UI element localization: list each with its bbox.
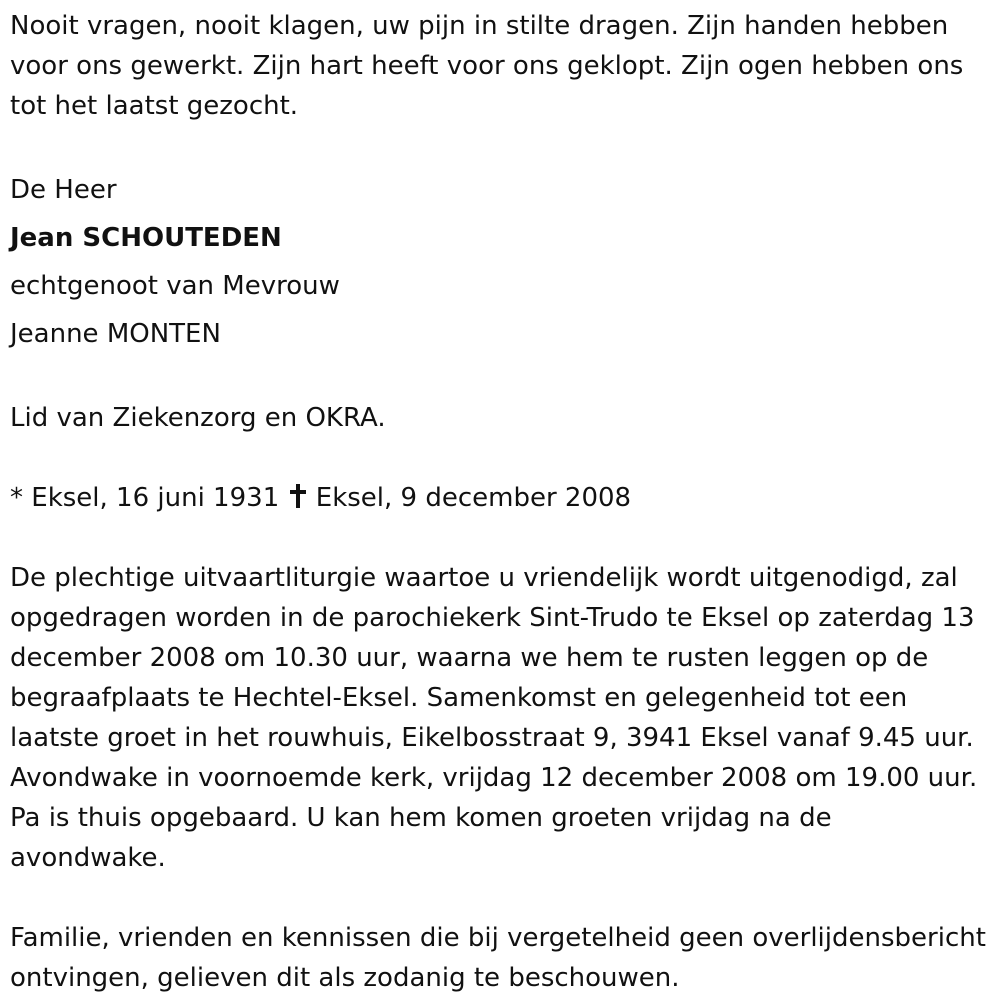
spacer bbox=[10, 358, 995, 398]
membership: Lid van Ziekenzorg en OKRA. bbox=[10, 403, 386, 433]
spacer bbox=[10, 518, 995, 558]
cross-icon bbox=[290, 484, 306, 508]
intro-paragraph: Nooit vragen, nooit klagen, uw pijn in stilte dragen. Zijn handen hebben voor ons gewerkt. Zijn hart heeft voor ons geklopt. Zijn ogen hebben ons tot het laatst gezocht. bbox=[10, 11, 964, 121]
spouse-name: Jeanne MONTEN bbox=[10, 319, 221, 349]
birth-info: * Eksel, 16 juni 1931 bbox=[10, 483, 280, 513]
birth-death-line bbox=[10, 478, 995, 518]
spacer bbox=[10, 438, 995, 478]
ceremony-paragraph: De plechtige uitvaartliturgie waartoe u vriendelijk wordt uitgenodigd, zal opgedragen worden in de parochiekerk Sint-Trudo te Eksel op zaterdag 13 december 2008 om 10.30 uur, waarna we hem te rusten leggen op de begraafplaats te Hechtel-Eksel. Samenkomst en gelegenheid tot een laatste groet in het rouwhuis, Eikelbosstraat 9, 3941 Eksel vanaf 9.45 uur. Avondwake in voornoemde kerk, vrijdag 12 december 2008 om 19.00 uur. Pa is thuis opgebaard. U kan hem komen groeten vrijdag na de avondwake. bbox=[10, 563, 978, 873]
salutation: De Heer bbox=[10, 175, 117, 205]
closing-paragraph: Familie, vrienden en kennissen die bij vergetelheid geen overlijdensbericht ontvingen, gelieven dit als zodanig te beschouwen. bbox=[10, 923, 986, 993]
death-info: Eksel, 9 december 2008 bbox=[315, 483, 632, 513]
spacer bbox=[10, 126, 995, 166]
spouse-prefix: echtgenoot van Mevrouw bbox=[10, 271, 340, 301]
obituary-notice bbox=[10, 6, 995, 998]
deceased-name: Jean SCHOUTEDEN bbox=[10, 223, 282, 253]
spacer bbox=[10, 878, 995, 918]
